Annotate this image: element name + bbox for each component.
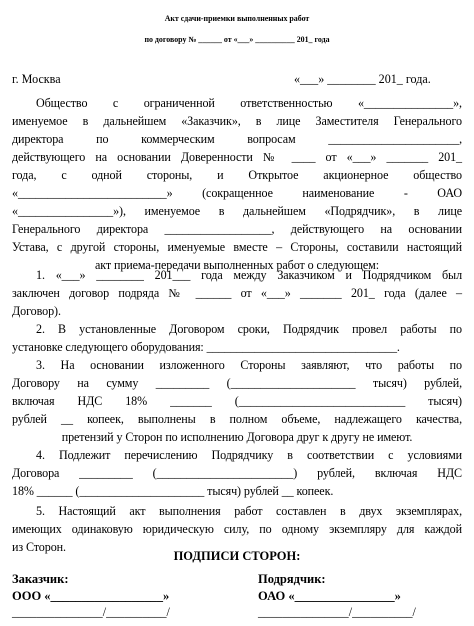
item4-line: Договора _________ (_______________________) рублей, включая НДС (12, 466, 462, 480)
item2-line: установке следующего оборудования: ________________________________. (12, 340, 400, 354)
item4-line: 18% ______ (_____________________ тысяч) рублей __ копеек. (12, 484, 334, 498)
customer-signature-line: _______________/__________/ (12, 605, 170, 619)
item5-line: из Сторон. (12, 540, 66, 554)
contractor-org: ОАО «________________» (258, 589, 401, 603)
item3-line: 3. На основании изложенного Стороны заявляют, что работы по (36, 358, 462, 372)
item1-line: заключен договор подряда № ______ от «___» _______ 201_ года (далее – (12, 286, 462, 300)
item3-line: рублей __ копеек, выполнены в полном объеме, надлежащего качества, (12, 412, 462, 426)
intro-line: «_________________________» (сокращенное наименование - ОАО (12, 186, 462, 200)
intro-line: директора по коммерческим вопросам ______________________, (12, 132, 462, 146)
intro-line: именуемое в дальнейшем «Заказчик», в лице Заместителя Генерального (12, 114, 462, 128)
city-label: г. Москва (12, 72, 61, 86)
item3-line: претензий у Сторон по исполнению Договора друг к другу не имеют. (61, 430, 413, 444)
contractor-signature-line: _______________/__________/ (258, 605, 416, 619)
contractor-label: Подрядчик: (258, 572, 326, 586)
intro-line: «________________»), именуемое в дальнейшем «Подрядчик», в лице (12, 204, 462, 218)
item1-line: Договор). (12, 304, 61, 318)
intro-line: Генерального директора __________________, действующего на основании (12, 222, 462, 236)
item5-line: имеющих одинаковую юридическую силу, по одному экземпляру для каждой (12, 522, 462, 536)
intro-line: Устава, с другой стороны, именуемые вместе – Стороны, составили настоящий (12, 240, 462, 254)
intro-line: Общество с ограниченной ответственностью «_______________», (36, 96, 462, 110)
intro-line: года, с одной стороны, и Открытое акционерное общество (12, 168, 462, 182)
item4-line: 4. Подлежит перечислению Подрядчику в соответствии с условиями (36, 448, 462, 462)
item2-line: 2. В установленные Договором сроки, Подрядчик провел работы по (36, 322, 462, 336)
intro-line: акт приема-передачи выполненных работ о следующем: (94, 258, 379, 272)
item3-line: включая НДС 18% _______ (____________________________ тысяч) (12, 394, 462, 408)
item3-line: Договору на сумму _________ (_____________________ тысяч) рублей, (12, 376, 462, 390)
item5-line: 5. Настоящий акт выполнения работ составлен в двух экземплярах, (36, 504, 462, 518)
customer-label: Заказчик: (12, 572, 69, 586)
document-date: «___» ________ 201_ года. (294, 72, 431, 86)
item1-line: 1. «___» ________ 201___ года между Заказчиком и Подрядчиком был (36, 268, 462, 282)
document-title-line2: по договору № ______ от «___» __________ 201_ года (144, 35, 330, 44)
signatures-heading: ПОДПИСИ СТОРОН: (173, 549, 301, 563)
intro-line: действующего на основании Доверенности № ____ от «___» _______ 201_ (12, 150, 462, 164)
document-title-line1: Акт сдачи-приемки выполненных работ (164, 14, 310, 23)
customer-org: ООО «__________________» (12, 589, 170, 603)
